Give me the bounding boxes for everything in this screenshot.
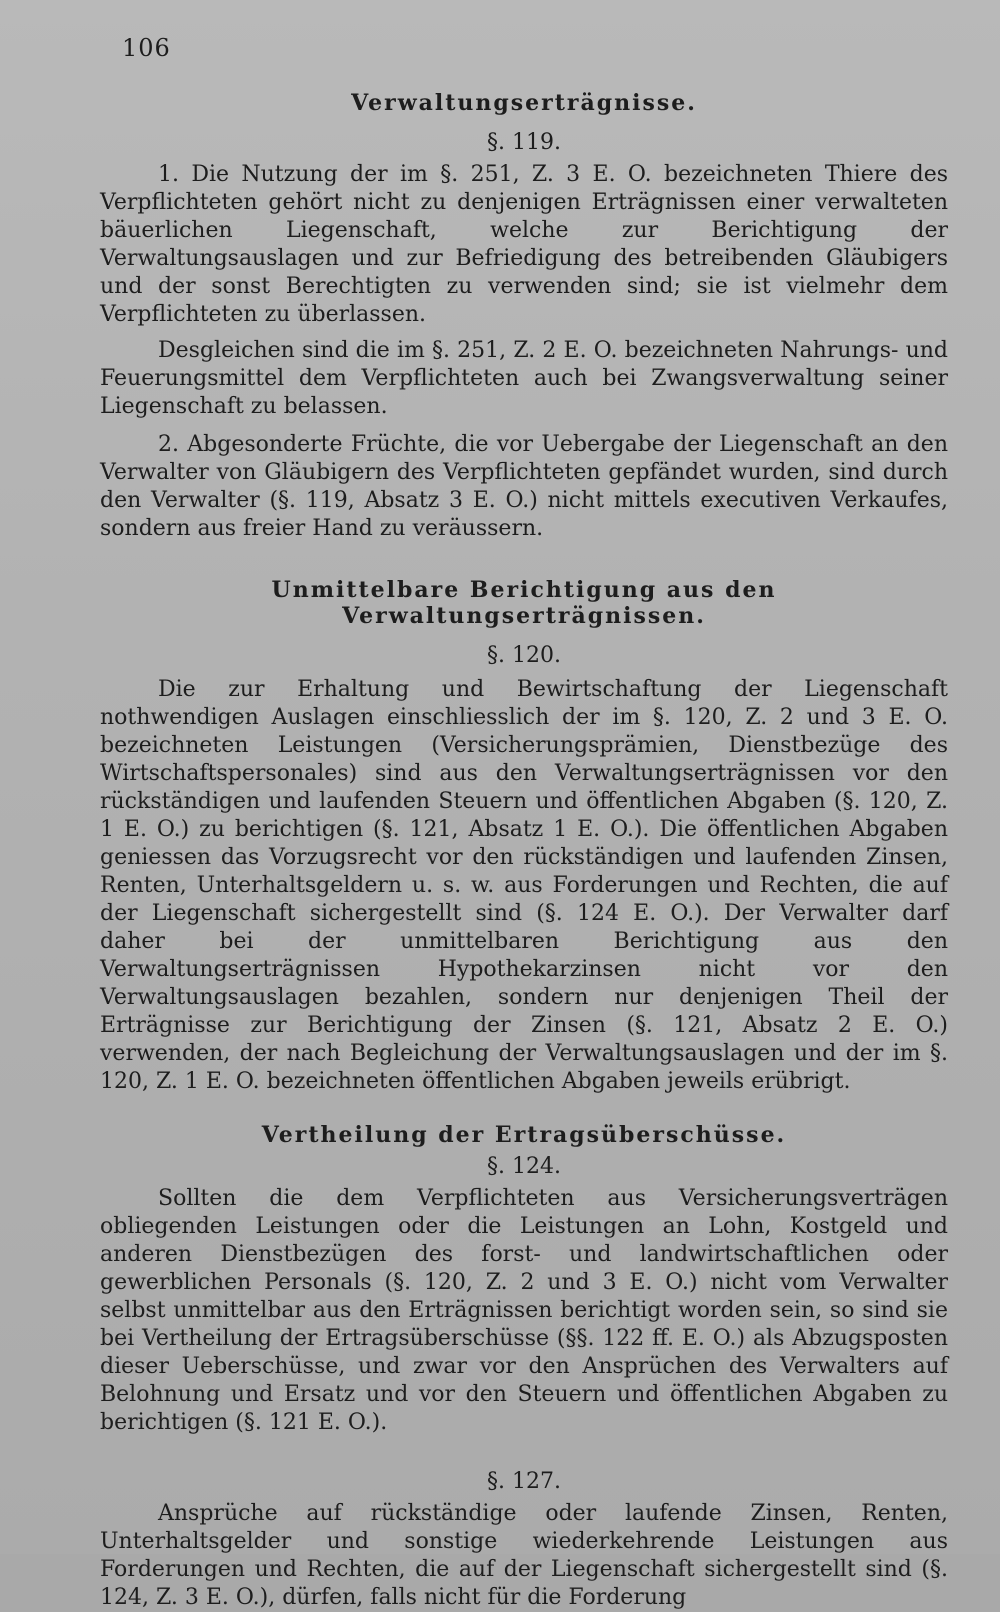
paragraph-119-1: 1. Die Nutzung der im §. 251, Z. 3 E. O. bezeichneten Thiere des Verpflichteten gehört nicht zu denjenigen Erträgnissen einer verwalteten bäuerlichen Liegenschaft, welche zur Berichtigung der Verwaltungsauslagen und zur Befriedigung des betreibenden Gläubigers und der sonst Berechtigten zu verwenden sind; sie ist vielmehr dem Verpflichteten zu überlassen. bbox=[100, 162, 948, 327]
page-body bbox=[100, 90, 948, 1612]
paragraph-number-120: §. 120. bbox=[487, 643, 561, 668]
paragraph-number-119: §. 119. bbox=[487, 130, 561, 155]
section-heading-vertheilung: Vertheilung der Ertragsüberschüsse. bbox=[261, 1122, 787, 1148]
paragraph-119-1-cont: Desgleichen sind die im §. 251, Z. 2 E. O. bezeichneten Nahrungs- und Feuerungsmittel dem Verpflichteten auch bei Zwangsverwaltung seiner Liegenschaft zu belassen. bbox=[100, 338, 948, 419]
paragraph-127: Ansprüche auf rückständige oder laufende Zinsen, Renten, Unterhaltsgelder und sonstige wiederkehrende Leistungen aus Forderungen und Rechten, die auf der Liegenschaft sichergestellt sind (§. 124, Z. 3 E. O.), dürfen, falls nicht für die Forderung bbox=[100, 1501, 948, 1610]
paragraph-number-127: §. 127. bbox=[487, 1469, 561, 1494]
paragraph-number-124: §. 124. bbox=[487, 1154, 561, 1179]
paragraph-124: Sollten die dem Verpflichteten aus Versicherungsverträgen obliegenden Leistungen oder die Leistungen an Lohn, Kostgeld und anderen Dienstbezügen des forst- und landwirtschaftlichen oder gewerblichen Personals (§. 120, Z. 2 und 3 E. O.) nicht vom Verwalter selbst unmittelbar aus den Erträgnissen berichtigt worden sein, so sind sie bei Vertheilung der Ertragsüberschüsse (§§. 122 ff. E. O.) als Abzugsposten dieser Ueberschüsse, und zwar vor den Ansprüchen des Verwalters auf Belohnung und Ersatz und vor den Steuern und öffentlichen Abgaben zu berichtigen (§. 121 E. O.). bbox=[100, 1186, 948, 1435]
paragraph-119-2: 2. Abgesonderte Früchte, die vor Uebergabe der Liegenschaft an den Verwalter von Gläubigern des Verpflichteten gepfändet wurden, sind durch den Verwalter (§. 119, Absatz 3 E. O.) nicht mittels executiven Verkaufes, sondern aus freier Hand zu veräussern. bbox=[100, 432, 948, 541]
paragraph-120: Die zur Erhaltung und Bewirtschaftung der Liegenschaft nothwendigen Auslagen einschliesslich der im §. 120, Z. 2 und 3 E. O. bezeichneten Leistungen (Versicherungsprämien, Dienstbezüge des Wirtschaftspersonales) sind aus den Verwaltungserträgnissen vor den rückständigen und laufenden Steuern und öffentlichen Abgaben (§. 120, Z. 1 E. O.) zu berichtigen (§. 121, Absatz 1 E. O.). Die öffentlichen Abgaben geniessen das Vorzugsrecht vor den rückständigen und laufenden Zinsen, Renten, Unterhaltsgeldern u. s. w. aus Forderungen und Rechten, die auf der Liegenschaft sichergestellt sind (§. 124 E. O.). Der Verwalter darf daher bei der unmittelbaren Berichtigung aus den Verwaltungserträgnissen Hypothekarzinsen nicht vor den Verwaltungsauslagen bezahlen, sondern nur denjenigen Theil der Erträgnisse zur Berichtigung der Zinsen (§. 121, Absatz 2 E. O.) verwenden, der nach Begleichung der Verwaltungsauslagen und der im §. 120, Z. 1 E. O. bezeichneten öffentlichen Abgaben jeweils erübrigt. bbox=[100, 677, 948, 1094]
section-heading-unmittelbare-berichtigung: Unmittelbare Berichtigung aus den Verwaltungserträgnissen. bbox=[271, 577, 777, 629]
page-number: 106 bbox=[122, 34, 171, 62]
section-heading-verwaltungsertraegnisse: Verwaltungserträgnisse. bbox=[351, 90, 697, 116]
